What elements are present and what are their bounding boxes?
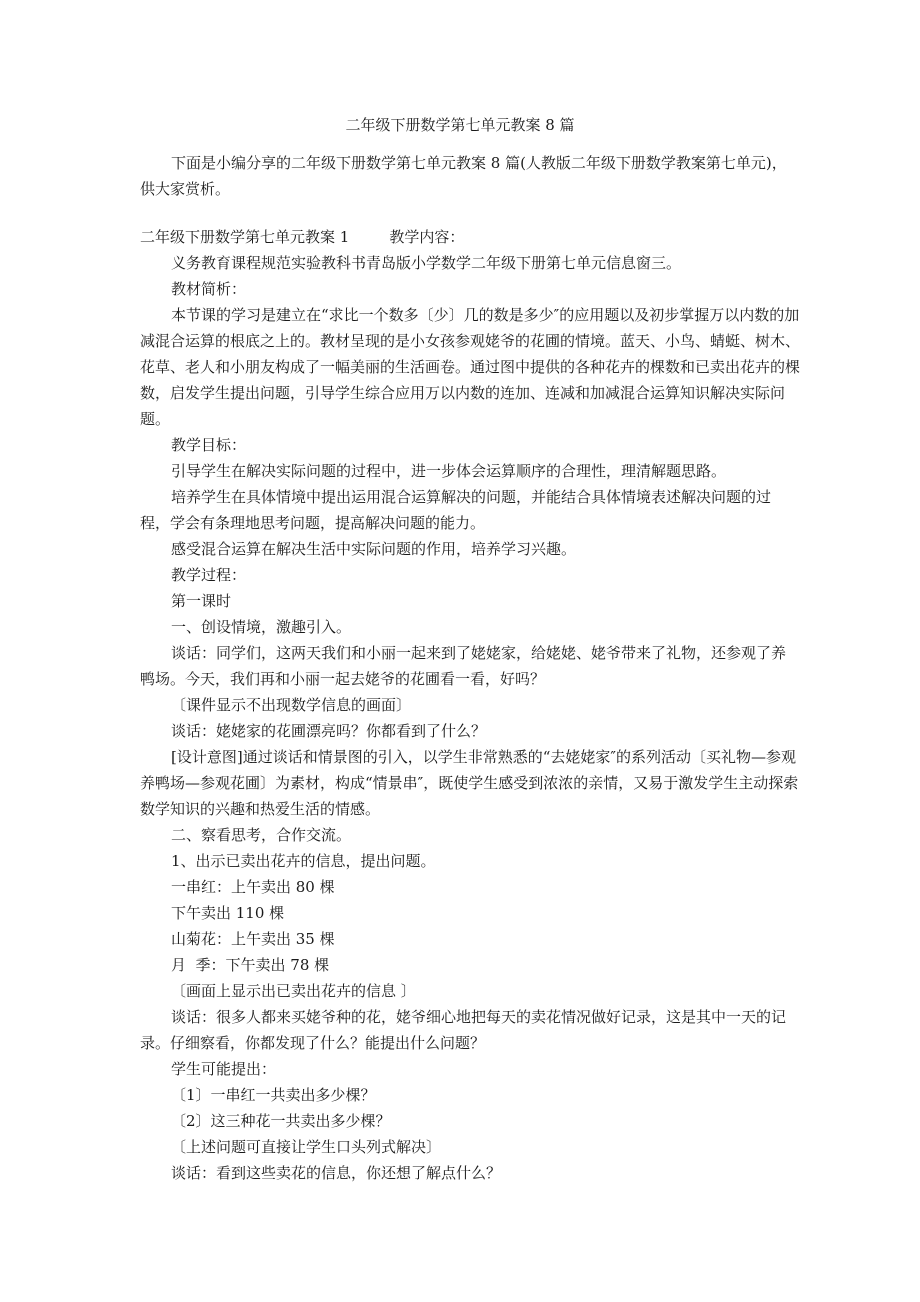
data-line: 一串红：上午卖出 80 棵	[171, 878, 335, 896]
paragraph: 本节课的学习是建立在“求比一个数多〔少〕几的数是多少″的应用题以及初步掌握万以内数的加减混合运算的根底之上的。教材呈现的是小女孩参观姥爷的花圃的情境。蓝天、小鸟、蜻蜓、树木、花草、老人和小朋友构成了一幅美丽的生活画卷。通过图中提供的各种花卉的棵数和已卖出花卉的棵数，启发学生提出问题，引导学生综合应用万以内数的连加、连减和加减混合运算知识解决实际问题。	[140, 306, 801, 428]
intro-paragraph: 下面是小编分享的二年级下册数学第七单元教案 8 篇(人教版二年级下册数学教案第七单元)，供大家赏析。	[140, 154, 787, 198]
note-line: 〔课件显示不出现数学信息的画面〕	[171, 696, 412, 714]
data-line: 月 季：下午卖出 78 棵	[171, 956, 330, 974]
note-line: 〔画面上显示出已卖出花卉的信息 〕	[171, 982, 416, 1000]
section-heading-label: 教学内容：	[389, 228, 465, 246]
note-line: 〔上述问题可直接让学生口头列式解决〕	[171, 1138, 442, 1156]
paragraph: 学生可能提出：	[171, 1060, 277, 1078]
paragraph: 培养学生在具体情境中提出运用混合运算解决的问题，并能结合具体情境表述解决问题的过程，学会有条理地思考问题，提高解决问题的能力。	[140, 488, 772, 532]
paragraph: 义务教育课程规范实验教科书青岛版小学数学二年级下册第七单元信息窗三。	[171, 254, 682, 272]
document-title: 二年级下册数学第七单元教案 8 篇	[345, 116, 575, 134]
subheading: 教学过程：	[171, 566, 247, 584]
question-item: 〔2〕这三种花一共卖出多少棵？	[171, 1112, 391, 1130]
paragraph: 谈话：看到这些卖花的信息，你还想了解点什么？	[171, 1164, 502, 1182]
data-line: 下午卖出 110 棵	[171, 904, 285, 922]
paragraph: 谈话：姥姥家的花圃漂亮吗？你都看到了什么？	[171, 722, 487, 740]
paragraph: 感受混合运算在解决生活中实际问题的作用，培养学习兴趣。	[171, 540, 577, 558]
step-heading: 二、察看思考，合作交流。	[171, 826, 352, 844]
section-heading-line	[140, 224, 800, 250]
data-line: 山菊花：上午卖出 35 棵	[171, 930, 335, 948]
paragraph: 1、出示已卖出花卉的信息，提出问题。	[171, 852, 436, 870]
paragraph: 引导学生在解决实际问题的过程中，进一步体会运算顺序的合理性，理清解题思路。	[171, 462, 727, 480]
subheading: 教学目标：	[171, 436, 247, 454]
question-item: 〔1〕一串红一共卖出多少棵？	[171, 1086, 376, 1104]
subheading: 教材简析：	[171, 280, 247, 298]
design-intent-paragraph: [设计意图]通过谈话和情景图的引入，以学生非常熟悉的“去姥姥家″的系列活动〔买礼物—参观养鸭场—参观花圃〕为素材，构成“情景串″，既使学生感受到浓浓的亲情，又易于激发学生主动探索数学知识的兴趣和热爱生活的情感。	[140, 748, 799, 818]
lesson-label: 第一课时	[171, 592, 232, 610]
document-body	[140, 150, 800, 1186]
paragraph: 谈话：很多人都来买姥爷种的花，姥爷细心地把每天的卖花情况做好记录，这是其中一天的记录。仔细察看，你都发现了什么？能提出什么问题？	[140, 1008, 787, 1052]
section-heading: 二年级下册数学第七单元教案 1	[140, 228, 350, 246]
step-heading: 一、创设情境，激趣引入。	[171, 618, 352, 636]
paragraph: 谈话：同学们，这两天我们和小丽一起来到了姥姥家，给姥姥、姥爷带来了礼物，还参观了养鸭场。今天，我们再和小丽一起去姥爷的花圃看一看，好吗？	[140, 644, 787, 688]
